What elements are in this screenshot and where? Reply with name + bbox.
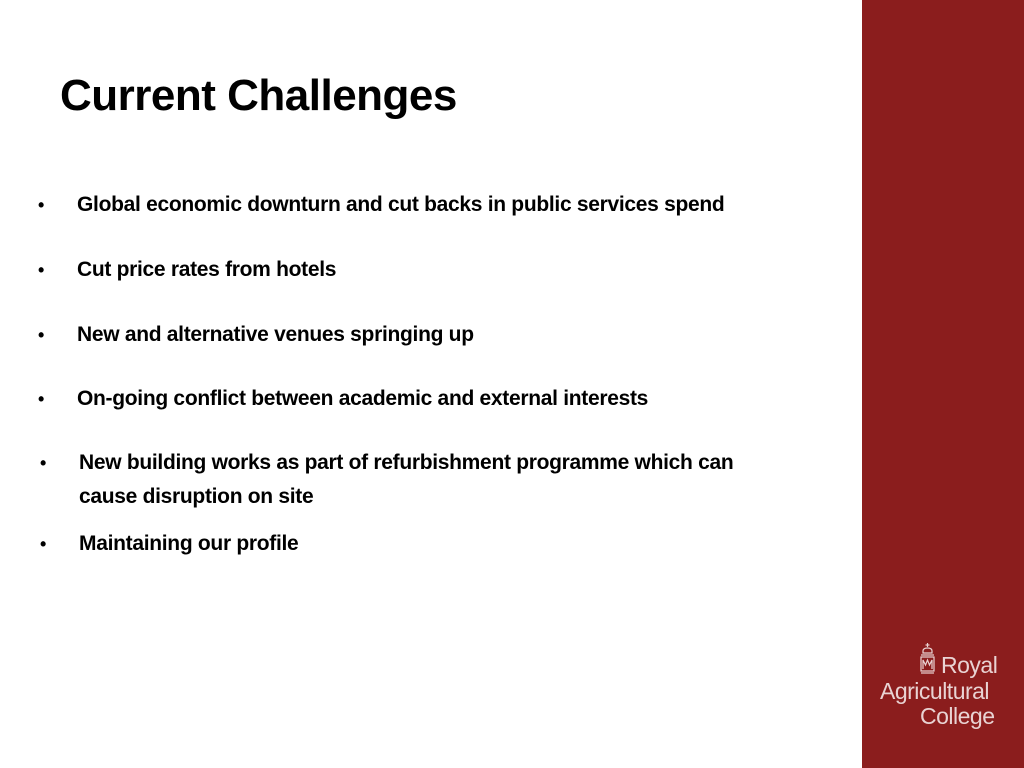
bullet-icon: • [38,195,45,215]
bullet-item [38,318,474,352]
bullet-text: New and alternative venues springing up [77,323,474,346]
bullet-item [40,527,298,561]
bullet-icon: • [38,389,45,409]
bullet-text: On-going conflict between academic and external interests [77,387,649,410]
bullet-icon: • [40,453,47,473]
bullet-item [40,446,779,514]
crest-icon [918,642,937,676]
bullet-text: Cut price rates from hotels [77,258,337,281]
slide-title: Current Challenges [60,71,457,120]
bullet-item [38,253,336,287]
logo-text-royal: Royal [941,652,998,678]
logo-text-agricultural: Agricultural [880,678,990,704]
bullet-text: Maintaining our profile [79,532,299,555]
bullet-text: New building works as part of refurbishment programme which can cause disruption on site [79,451,734,508]
bullet-icon: • [40,534,47,554]
bullet-item [38,382,648,416]
logo-text-college: College [920,703,995,729]
bullet-icon: • [38,260,45,280]
bullet-text: Global economic downturn and cut backs in public services spend [77,193,725,216]
bullet-item [38,188,724,222]
bullet-icon: • [38,325,45,345]
side-panel [862,0,1024,768]
